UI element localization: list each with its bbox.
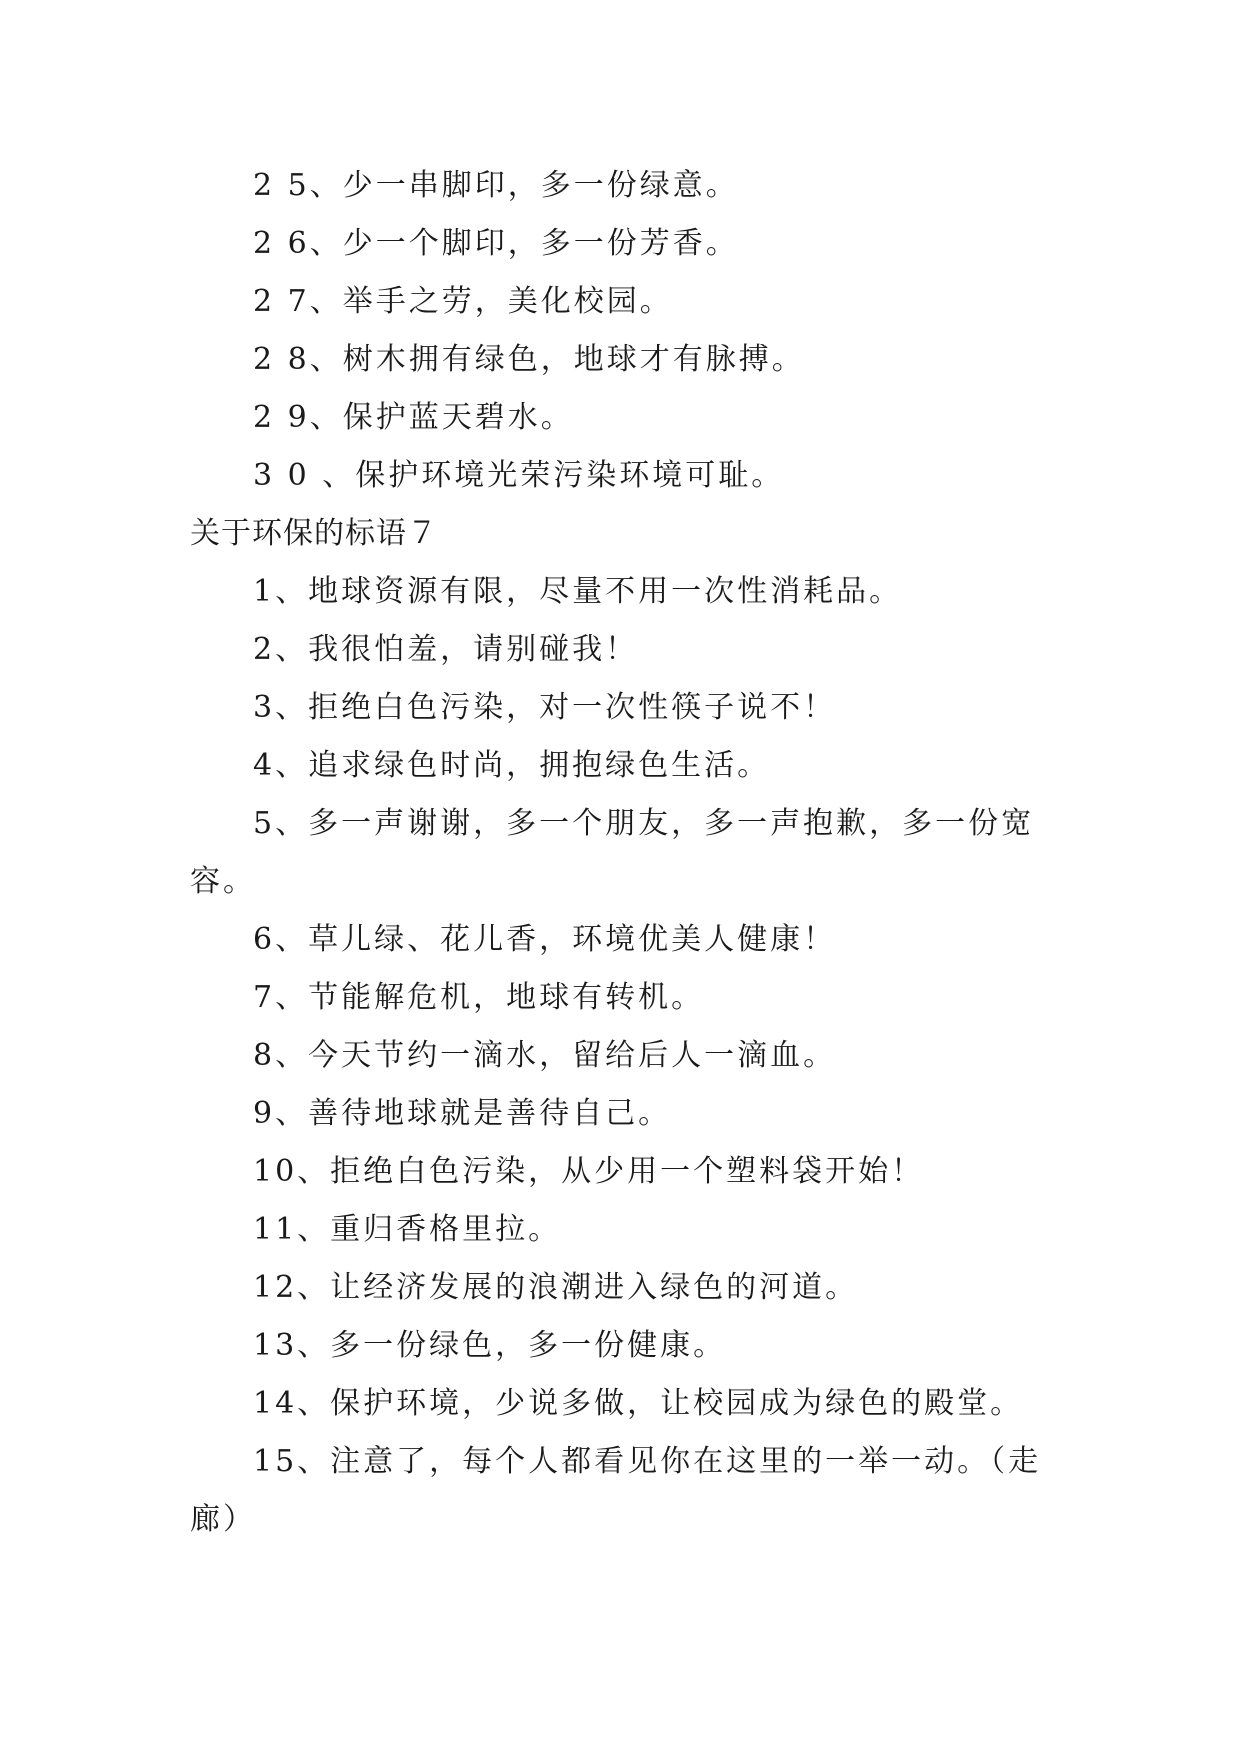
- section-title: 关于环保的标语７: [190, 516, 438, 551]
- slogan-item: 3、拒绝白色污染，对一次性筷子说不！: [253, 690, 837, 725]
- slogan-item: 14、保护环境，少说多做，让校园成为绿色的殿堂。: [253, 1386, 1024, 1421]
- slogan-item: 7、节能解危机，地球有转机。: [253, 980, 705, 1015]
- slogan-item: 12、让经济发展的浪潮进入绿色的河道。: [253, 1270, 859, 1305]
- slogan-item: 5、多一声谢谢，多一个朋友，多一声抱歉，多一份宽: [253, 806, 1035, 841]
- slogan-item: 2 9、保护蓝天碧水。: [253, 400, 574, 435]
- slogan-item: 11、重归香格里拉。: [253, 1212, 562, 1247]
- slogan-item: 4、追求绿色时尚，拥抱绿色生活。: [253, 748, 771, 783]
- slogan-item: 10、拒绝白色污染，从少用一个塑料袋开始！: [253, 1154, 925, 1189]
- slogan-item-continuation: 容。: [190, 864, 256, 899]
- slogan-item: 13、多一份绿色，多一份健康。: [253, 1328, 727, 1363]
- slogan-item: 8、今天节约一滴水，留给后人一滴血。: [253, 1038, 837, 1073]
- slogan-item: 3 0 、保护环境光荣污染环境可耻。: [253, 458, 785, 493]
- slogan-item: 6、草儿绿、花儿香，环境优美人健康！: [253, 922, 837, 957]
- slogan-item: 2 5、少一串脚印，多一份绿意。: [253, 168, 739, 203]
- slogan-item: 2 6、少一个脚印，多一份芳香。: [253, 226, 739, 261]
- slogan-item-continuation: 廊）: [190, 1502, 256, 1537]
- slogan-item: 2 8、树木拥有绿色，地球才有脉搏。: [253, 342, 805, 377]
- slogan-item: 2、我很怕羞，请别碰我！: [253, 632, 639, 667]
- slogan-item: 9、善待地球就是善待自己。: [253, 1096, 672, 1131]
- slogan-item: 15、注意了，每个人都看见你在这里的一举一动。（走: [253, 1444, 1042, 1479]
- slogan-item: 1、地球资源有限，尽量不用一次性消耗品。: [253, 574, 903, 609]
- slogan-item: 2 7、举手之劳，美化校园。: [253, 284, 673, 319]
